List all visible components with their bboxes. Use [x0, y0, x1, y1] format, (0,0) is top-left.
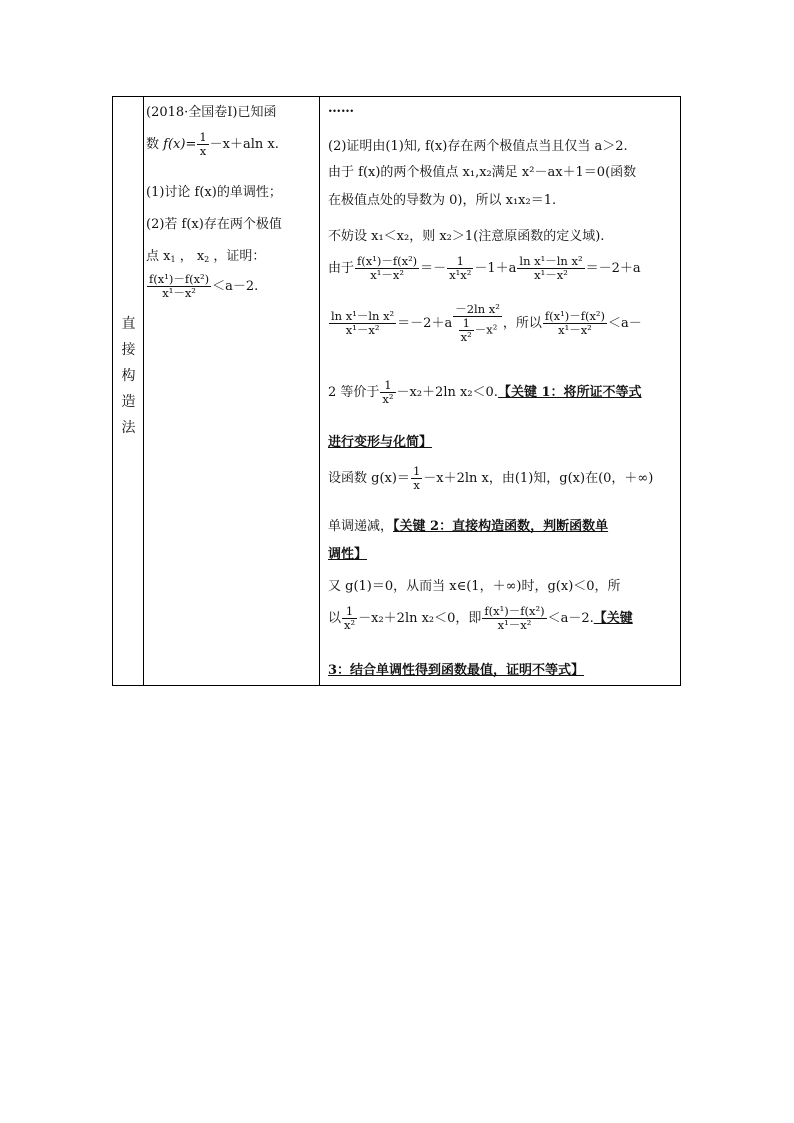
label-char: 构 — [121, 368, 136, 384]
fraction: $\frac{1}{\text{x²}}$ — [382, 378, 394, 406]
label-char: 接 — [121, 342, 136, 358]
problem-function: 数 f(x)= $\frac{1}{x}$ －x＋aln x. — [146, 130, 279, 158]
solution-equivalence: 2 等价于 $\frac{1}{\text{x²}}$ －x₂＋2ln x₂＜0.【关键 1：将所证不等式 — [328, 378, 642, 406]
key-point-3-cont: 3：结合单调性得到函数最值，证明不等式】 — [328, 663, 585, 678]
label-char: 法 — [121, 420, 136, 436]
solution-line: 在极值点处的导数为 0)，所以 x₁x₂＝1. — [328, 193, 557, 208]
fraction: $\frac{1}{\text{x¹x²}}$ — [449, 254, 472, 282]
fraction: $\frac{1}{x}$ — [199, 130, 207, 158]
solution-equation-2: $\frac{\text{ln x¹－ln x²}}{\text{x¹－x²}}$ ＝－2＋a －2ln x² $\frac{1}{\text{x²}}$ －x² ，所以 $\frac{\text{f(x¹)－f(x²)}}{\text{x¹－x²}}$ ＜a－ — [331, 302, 642, 344]
fraction: $\frac{1}{\text{x²}}$ — [344, 604, 356, 632]
key-point-3: 【关键 — [593, 611, 633, 626]
solution-line: 单调递减，【关键 2：直接构造函数，判断函数单 — [328, 519, 609, 534]
key-point-1-cont: 进行变形与化简】 — [328, 435, 433, 450]
label-char: 直 — [121, 316, 136, 332]
fraction: $\frac{\text{f(x¹)－f(x²)}}{\text{x¹－x²}}$ — [149, 272, 210, 300]
label-char: 造 — [121, 394, 136, 410]
key-point-2: 【关键 2：直接构造函数，判断函数单 — [393, 519, 609, 534]
fraction: $\frac{1}{x}$ — [412, 464, 421, 492]
solution-ellipsis: …… — [328, 101, 354, 116]
method-label-cell — [113, 97, 144, 685]
fraction: $\frac{\text{f(x¹)－f(x²)}}{\text{x¹－x²}}$ — [357, 254, 418, 282]
solution-conclusion: 以 $\frac{1}{\text{x²}}$ －x₂＋2ln x₂＜0，即 $\frac{\text{f(x¹)－f(x²)}}{\text{x¹－x²}}$ ＜a－2.【关键 — [328, 604, 633, 632]
fraction: $\frac{1}{\text{x²}}$ — [460, 316, 472, 344]
fraction: $\frac{\text{f(x¹)－f(x²)}}{\text{x¹－x²}}$ — [544, 309, 606, 337]
solution-line: 不妨设 x₁＜x₂，则 x₂＞1(注意原函数的定义域). — [328, 229, 605, 244]
question-2-points: 点 $x_1$ ， $x_2$ ，证明： — [146, 249, 266, 264]
solution-line: 又 g(1)＝0，从而当 x∈(1，＋∞)时，g(x)＜0，所 — [328, 579, 621, 594]
fraction: $\frac{\text{ln x¹－ln x²}}{\text{x¹－x²}}$ — [519, 254, 583, 282]
solution-equation-1: 由于 $\frac{\text{f(x¹)－f(x²)}}{\text{x¹－x²}}$ ＝－ $\frac{1}{\text{x¹x²}}$ －1＋a $\frac{\text{ln x¹－ln x²}}{\text{x¹－x²}}$ ＝－2＋a — [328, 254, 641, 282]
question-2-inequality: $\frac{\text{f(x¹)－f(x²)}}{\text{x¹－x²}}$ ＜a－2. — [149, 272, 259, 300]
question-1: (1)讨论 f(x)的单调性； — [146, 185, 282, 200]
solution-define-g: 设函数 g(x)＝ $\frac{1}{x}$ －x＋2ln x，由(1)知，g(x)在(0，＋∞) — [328, 464, 654, 492]
question-2: (2)若 f(x)存在两个极值 — [146, 217, 282, 232]
column-divider-2 — [319, 97, 320, 685]
solution-line: 由于 f(x)的两个极值点 x₁,x₂满足 x²－ax＋1＝0(函数 — [328, 165, 637, 180]
key-point-2-cont: 调性】 — [328, 547, 368, 562]
method-table — [112, 96, 681, 686]
problem-source: (2018·全国卷Ⅰ)已知函 — [146, 105, 277, 120]
complex-fraction: －2ln x² $\frac{1}{\text{x²}}$ －x² — [455, 302, 500, 344]
solution-line: (2)证明由(1)知, f(x)存在两个极值点当且仅当 a＞2. — [328, 139, 628, 154]
fraction: $\frac{\text{f(x¹)－f(x²)}}{\text{x¹－x²}}$ — [484, 604, 545, 632]
key-point-1: 【关键 1：将所证不等式 — [497, 385, 642, 400]
fraction: $\frac{\text{ln x¹－ln x²}}{\text{x¹－x²}}$ — [331, 309, 395, 337]
method-label — [113, 311, 144, 441]
